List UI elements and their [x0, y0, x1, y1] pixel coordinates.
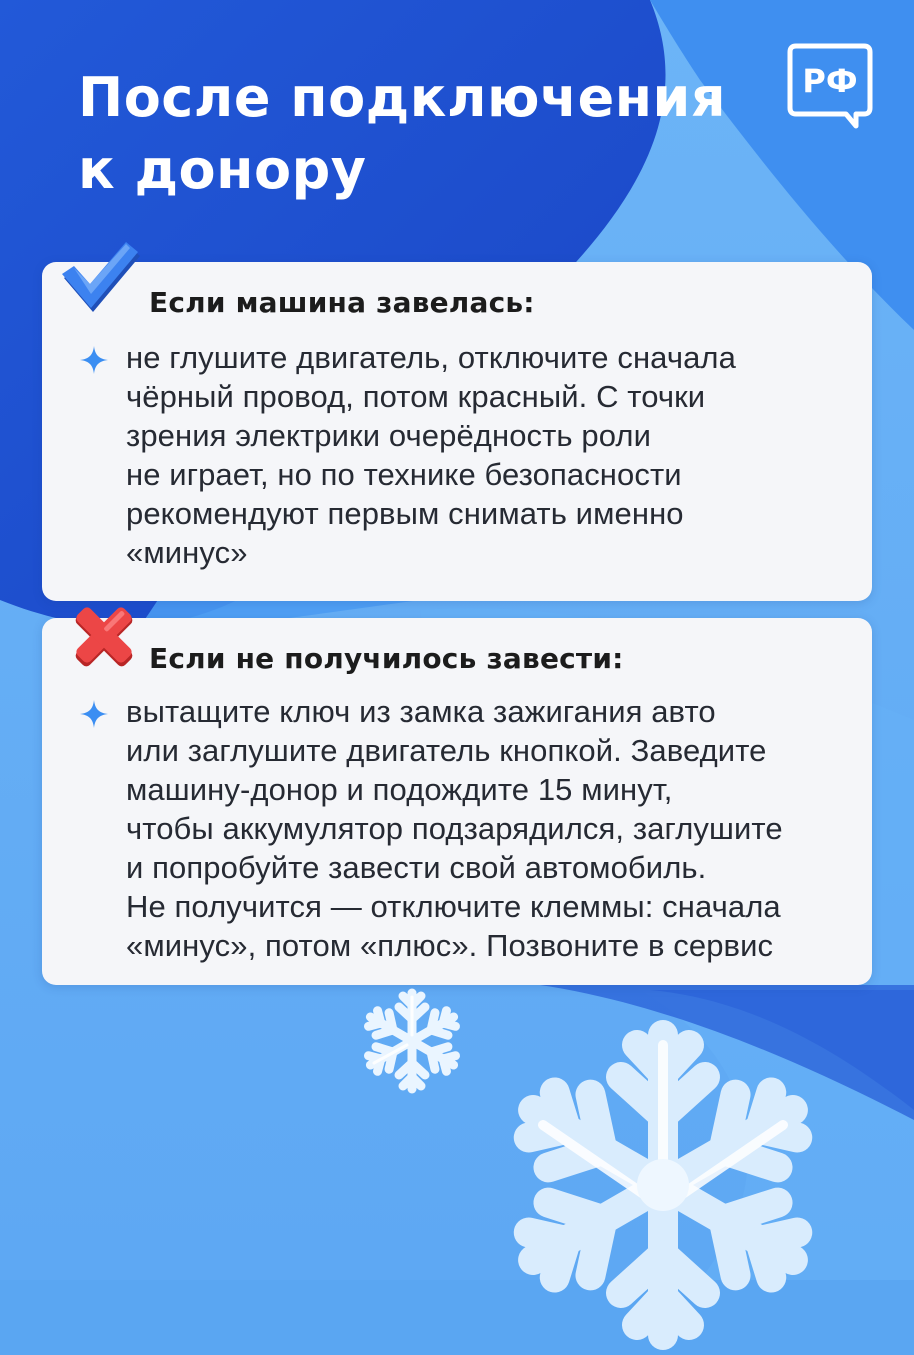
text-line: «минус»: [126, 535, 248, 570]
page-title-line-2: к донору: [78, 138, 367, 201]
card-engine-not-started: [42, 618, 872, 985]
card-heading: Если не получилось завести:: [149, 642, 624, 675]
snowflake-icon: [356, 985, 468, 1097]
logo-text: РФ: [802, 62, 858, 100]
text-line: «минус», потом «плюс». Позвоните в сервис: [126, 928, 774, 963]
card-engine-started: [42, 262, 872, 601]
text-line: Не получится — отключите клеммы: сначала: [126, 889, 781, 924]
text-line: чтобы аккумулятор подзарядился, заглушите: [126, 811, 783, 846]
rf-logo: [786, 40, 874, 130]
card-text: [126, 338, 842, 572]
page-title-line-1: После подключения: [78, 66, 727, 129]
text-line: не играет, но по технике безопасности: [126, 457, 682, 492]
cross-icon: [68, 600, 140, 672]
text-line: и попробуйте завести свой автомобиль.: [126, 850, 707, 885]
sparkle-icon: [80, 346, 108, 374]
snowflake-icon: [488, 1015, 838, 1355]
text-line: чёрный провод, потом красный. С точки: [126, 379, 706, 414]
text-line: вытащите ключ из замка зажигания авто: [126, 694, 716, 729]
text-line: машину-донор и подождите 15 минут,: [126, 772, 673, 807]
text-line: рекомендуют первым снимать именно: [126, 496, 684, 531]
page-title: [78, 62, 758, 206]
text-line: не глушите двигатель, отключите сначала: [126, 340, 736, 375]
card-heading: Если машина завелась:: [149, 286, 535, 319]
sparkle-icon: [80, 700, 108, 728]
card-text: [126, 692, 842, 965]
text-line: или заглушите двигатель кнопкой. Заведите: [126, 733, 767, 768]
text-line: зрения электрики очерёдность роли: [126, 418, 652, 453]
checkmark-icon: [60, 240, 142, 316]
